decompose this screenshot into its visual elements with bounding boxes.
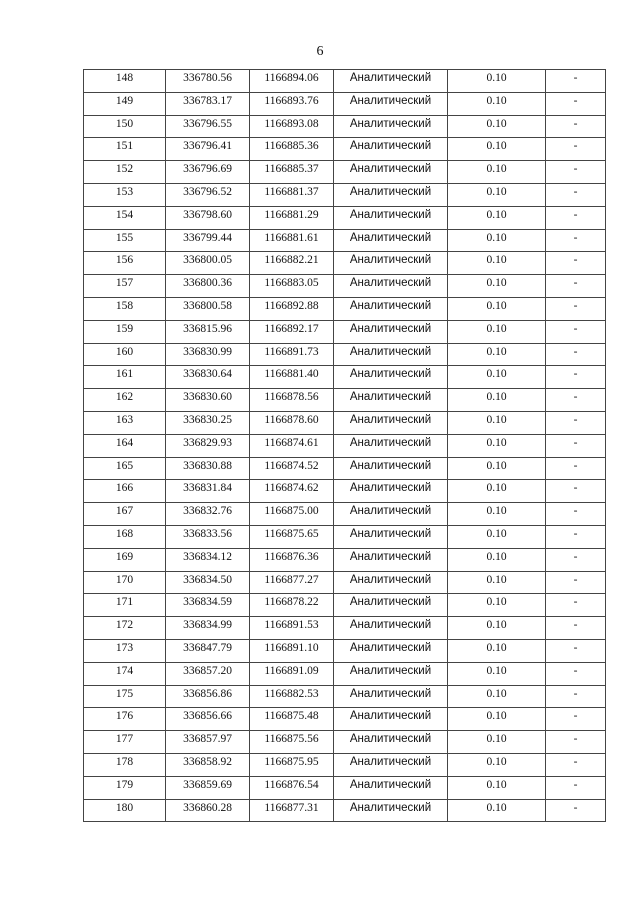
method-cell: Аналитический (334, 685, 448, 708)
point-number-cell: 167 (84, 503, 166, 526)
method-cell: Аналитический (334, 731, 448, 754)
note-cell: - (546, 708, 606, 731)
y-coordinate-cell: 1166878.56 (250, 389, 334, 412)
table-row (84, 753, 606, 776)
method-cell: Аналитический (334, 275, 448, 298)
table-row (84, 503, 606, 526)
coordinates-table-body (84, 70, 606, 822)
table-row (84, 639, 606, 662)
y-coordinate-cell: 1166875.48 (250, 708, 334, 731)
x-coordinate-cell: 336800.05 (166, 252, 250, 275)
y-coordinate-cell: 1166875.95 (250, 753, 334, 776)
point-number-cell: 164 (84, 434, 166, 457)
method-cell: Аналитический (334, 503, 448, 526)
x-coordinate-cell: 336856.66 (166, 708, 250, 731)
y-coordinate-cell: 1166891.53 (250, 617, 334, 640)
x-coordinate-cell: 336830.99 (166, 343, 250, 366)
table-row (84, 434, 606, 457)
table-row (84, 183, 606, 206)
y-coordinate-cell: 1166877.31 (250, 799, 334, 822)
table-row (84, 525, 606, 548)
table-row (84, 275, 606, 298)
x-coordinate-cell: 336780.56 (166, 70, 250, 93)
method-cell: Аналитический (334, 639, 448, 662)
table-row (84, 161, 606, 184)
note-cell: - (546, 799, 606, 822)
accuracy-cell: 0.10 (448, 366, 546, 389)
point-number-cell: 178 (84, 753, 166, 776)
point-number-cell: 160 (84, 343, 166, 366)
table-row (84, 252, 606, 275)
y-coordinate-cell: 1166881.40 (250, 366, 334, 389)
point-number-cell: 175 (84, 685, 166, 708)
table-row (84, 320, 606, 343)
method-cell: Аналитический (334, 594, 448, 617)
y-coordinate-cell: 1166894.06 (250, 70, 334, 93)
table-row (84, 548, 606, 571)
method-cell: Аналитический (334, 161, 448, 184)
method-cell: Аналитический (334, 229, 448, 252)
accuracy-cell: 0.10 (448, 206, 546, 229)
y-coordinate-cell: 1166881.61 (250, 229, 334, 252)
y-coordinate-cell: 1166878.60 (250, 411, 334, 434)
y-coordinate-cell: 1166893.08 (250, 115, 334, 138)
point-number-cell: 150 (84, 115, 166, 138)
method-cell: Аналитический (334, 571, 448, 594)
table-row (84, 229, 606, 252)
y-coordinate-cell: 1166885.37 (250, 161, 334, 184)
x-coordinate-cell: 336860.28 (166, 799, 250, 822)
table-row (84, 115, 606, 138)
method-cell: Аналитический (334, 115, 448, 138)
x-coordinate-cell: 336815.96 (166, 320, 250, 343)
note-cell: - (546, 731, 606, 754)
x-coordinate-cell: 336833.56 (166, 525, 250, 548)
note-cell: - (546, 320, 606, 343)
y-coordinate-cell: 1166874.52 (250, 457, 334, 480)
y-coordinate-cell: 1166891.10 (250, 639, 334, 662)
note-cell: - (546, 617, 606, 640)
note-cell: - (546, 411, 606, 434)
table-row (84, 366, 606, 389)
point-number-cell: 161 (84, 366, 166, 389)
x-coordinate-cell: 336859.69 (166, 776, 250, 799)
point-number-cell: 179 (84, 776, 166, 799)
note-cell: - (546, 343, 606, 366)
method-cell: Аналитический (334, 411, 448, 434)
coordinates-table (83, 69, 606, 822)
note-cell: - (546, 525, 606, 548)
method-cell: Аналитический (334, 252, 448, 275)
table-row (84, 206, 606, 229)
y-coordinate-cell: 1166891.09 (250, 662, 334, 685)
point-number-cell: 171 (84, 594, 166, 617)
point-number-cell: 155 (84, 229, 166, 252)
accuracy-cell: 0.10 (448, 776, 546, 799)
x-coordinate-cell: 336800.36 (166, 275, 250, 298)
x-coordinate-cell: 336830.25 (166, 411, 250, 434)
note-cell: - (546, 115, 606, 138)
point-number-cell: 156 (84, 252, 166, 275)
note-cell: - (546, 275, 606, 298)
point-number-cell: 176 (84, 708, 166, 731)
point-number-cell: 165 (84, 457, 166, 480)
table-row (84, 594, 606, 617)
accuracy-cell: 0.10 (448, 252, 546, 275)
y-coordinate-cell: 1166874.61 (250, 434, 334, 457)
y-coordinate-cell: 1166876.54 (250, 776, 334, 799)
accuracy-cell: 0.10 (448, 548, 546, 571)
point-number-cell: 158 (84, 297, 166, 320)
note-cell: - (546, 480, 606, 503)
x-coordinate-cell: 336829.93 (166, 434, 250, 457)
accuracy-cell: 0.10 (448, 731, 546, 754)
method-cell: Аналитический (334, 617, 448, 640)
x-coordinate-cell: 336857.20 (166, 662, 250, 685)
note-cell: - (546, 297, 606, 320)
x-coordinate-cell: 336783.17 (166, 92, 250, 115)
method-cell: Аналитический (334, 753, 448, 776)
table-row (84, 92, 606, 115)
method-cell: Аналитический (334, 776, 448, 799)
point-number-cell: 180 (84, 799, 166, 822)
accuracy-cell: 0.10 (448, 662, 546, 685)
table-row (84, 70, 606, 93)
method-cell: Аналитический (334, 389, 448, 412)
y-coordinate-cell: 1166892.17 (250, 320, 334, 343)
y-coordinate-cell: 1166874.62 (250, 480, 334, 503)
accuracy-cell: 0.10 (448, 70, 546, 93)
x-coordinate-cell: 336856.86 (166, 685, 250, 708)
accuracy-cell: 0.10 (448, 457, 546, 480)
note-cell: - (546, 457, 606, 480)
y-coordinate-cell: 1166883.05 (250, 275, 334, 298)
method-cell: Аналитический (334, 708, 448, 731)
note-cell: - (546, 776, 606, 799)
method-cell: Аналитический (334, 662, 448, 685)
x-coordinate-cell: 336834.12 (166, 548, 250, 571)
table-row (84, 799, 606, 822)
table-row (84, 411, 606, 434)
accuracy-cell: 0.10 (448, 92, 546, 115)
y-coordinate-cell: 1166875.56 (250, 731, 334, 754)
table-row (84, 138, 606, 161)
note-cell: - (546, 503, 606, 526)
y-coordinate-cell: 1166885.36 (250, 138, 334, 161)
method-cell: Аналитический (334, 297, 448, 320)
y-coordinate-cell: 1166891.73 (250, 343, 334, 366)
x-coordinate-cell: 336858.92 (166, 753, 250, 776)
note-cell: - (546, 138, 606, 161)
accuracy-cell: 0.10 (448, 434, 546, 457)
accuracy-cell: 0.10 (448, 525, 546, 548)
accuracy-cell: 0.10 (448, 275, 546, 298)
point-number-cell: 173 (84, 639, 166, 662)
note-cell: - (546, 206, 606, 229)
method-cell: Аналитический (334, 366, 448, 389)
point-number-cell: 163 (84, 411, 166, 434)
x-coordinate-cell: 336857.97 (166, 731, 250, 754)
note-cell: - (546, 183, 606, 206)
point-number-cell: 170 (84, 571, 166, 594)
accuracy-cell: 0.10 (448, 161, 546, 184)
method-cell: Аналитический (334, 799, 448, 822)
x-coordinate-cell: 336832.76 (166, 503, 250, 526)
accuracy-cell: 0.10 (448, 183, 546, 206)
x-coordinate-cell: 336847.79 (166, 639, 250, 662)
point-number-cell: 157 (84, 275, 166, 298)
y-coordinate-cell: 1166892.88 (250, 297, 334, 320)
note-cell: - (546, 753, 606, 776)
note-cell: - (546, 92, 606, 115)
point-number-cell: 159 (84, 320, 166, 343)
accuracy-cell: 0.10 (448, 594, 546, 617)
accuracy-cell: 0.10 (448, 389, 546, 412)
accuracy-cell: 0.10 (448, 708, 546, 731)
point-number-cell: 149 (84, 92, 166, 115)
note-cell: - (546, 434, 606, 457)
point-number-cell: 148 (84, 70, 166, 93)
y-coordinate-cell: 1166882.53 (250, 685, 334, 708)
page-number: 6 (316, 44, 324, 59)
note-cell: - (546, 389, 606, 412)
y-coordinate-cell: 1166878.22 (250, 594, 334, 617)
note-cell: - (546, 229, 606, 252)
note-cell: - (546, 70, 606, 93)
point-number-cell: 169 (84, 548, 166, 571)
table-row (84, 731, 606, 754)
y-coordinate-cell: 1166893.76 (250, 92, 334, 115)
accuracy-cell: 0.10 (448, 138, 546, 161)
y-coordinate-cell: 1166875.00 (250, 503, 334, 526)
note-cell: - (546, 366, 606, 389)
accuracy-cell: 0.10 (448, 480, 546, 503)
table-row (84, 708, 606, 731)
point-number-cell: 177 (84, 731, 166, 754)
note-cell: - (546, 252, 606, 275)
y-coordinate-cell: 1166877.27 (250, 571, 334, 594)
point-number-cell: 153 (84, 183, 166, 206)
x-coordinate-cell: 336834.99 (166, 617, 250, 640)
x-coordinate-cell: 336799.44 (166, 229, 250, 252)
accuracy-cell: 0.10 (448, 503, 546, 526)
note-cell: - (546, 571, 606, 594)
method-cell: Аналитический (334, 548, 448, 571)
y-coordinate-cell: 1166876.36 (250, 548, 334, 571)
x-coordinate-cell: 336796.52 (166, 183, 250, 206)
table-row (84, 685, 606, 708)
x-coordinate-cell: 336798.60 (166, 206, 250, 229)
accuracy-cell: 0.10 (448, 753, 546, 776)
accuracy-cell: 0.10 (448, 115, 546, 138)
x-coordinate-cell: 336830.60 (166, 389, 250, 412)
note-cell: - (546, 594, 606, 617)
y-coordinate-cell: 1166881.37 (250, 183, 334, 206)
x-coordinate-cell: 336796.41 (166, 138, 250, 161)
note-cell: - (546, 639, 606, 662)
table-row (84, 457, 606, 480)
table-row (84, 662, 606, 685)
method-cell: Аналитический (334, 320, 448, 343)
method-cell: Аналитический (334, 525, 448, 548)
method-cell: Аналитический (334, 343, 448, 366)
table-row (84, 776, 606, 799)
x-coordinate-cell: 336834.59 (166, 594, 250, 617)
y-coordinate-cell: 1166881.29 (250, 206, 334, 229)
method-cell: Аналитический (334, 138, 448, 161)
note-cell: - (546, 685, 606, 708)
table-row (84, 571, 606, 594)
point-number-cell: 151 (84, 138, 166, 161)
method-cell: Аналитический (334, 70, 448, 93)
table-row (84, 297, 606, 320)
point-number-cell: 174 (84, 662, 166, 685)
point-number-cell: 154 (84, 206, 166, 229)
method-cell: Аналитический (334, 183, 448, 206)
x-coordinate-cell: 336800.58 (166, 297, 250, 320)
accuracy-cell: 0.10 (448, 617, 546, 640)
accuracy-cell: 0.10 (448, 343, 546, 366)
accuracy-cell: 0.10 (448, 297, 546, 320)
point-number-cell: 162 (84, 389, 166, 412)
x-coordinate-cell: 336831.84 (166, 480, 250, 503)
table-row (84, 389, 606, 412)
table-row (84, 343, 606, 366)
method-cell: Аналитический (334, 480, 448, 503)
table-row (84, 617, 606, 640)
x-coordinate-cell: 336830.64 (166, 366, 250, 389)
x-coordinate-cell: 336796.69 (166, 161, 250, 184)
y-coordinate-cell: 1166875.65 (250, 525, 334, 548)
x-coordinate-cell: 336834.50 (166, 571, 250, 594)
method-cell: Аналитический (334, 434, 448, 457)
accuracy-cell: 0.10 (448, 799, 546, 822)
point-number-cell: 166 (84, 480, 166, 503)
point-number-cell: 168 (84, 525, 166, 548)
point-number-cell: 172 (84, 617, 166, 640)
point-number-cell: 152 (84, 161, 166, 184)
method-cell: Аналитический (334, 92, 448, 115)
accuracy-cell: 0.10 (448, 411, 546, 434)
accuracy-cell: 0.10 (448, 320, 546, 343)
accuracy-cell: 0.10 (448, 229, 546, 252)
method-cell: Аналитический (334, 206, 448, 229)
accuracy-cell: 0.10 (448, 685, 546, 708)
accuracy-cell: 0.10 (448, 571, 546, 594)
accuracy-cell: 0.10 (448, 639, 546, 662)
x-coordinate-cell: 336796.55 (166, 115, 250, 138)
table-row (84, 480, 606, 503)
note-cell: - (546, 548, 606, 571)
method-cell: Аналитический (334, 457, 448, 480)
note-cell: - (546, 161, 606, 184)
x-coordinate-cell: 336830.88 (166, 457, 250, 480)
note-cell: - (546, 662, 606, 685)
y-coordinate-cell: 1166882.21 (250, 252, 334, 275)
